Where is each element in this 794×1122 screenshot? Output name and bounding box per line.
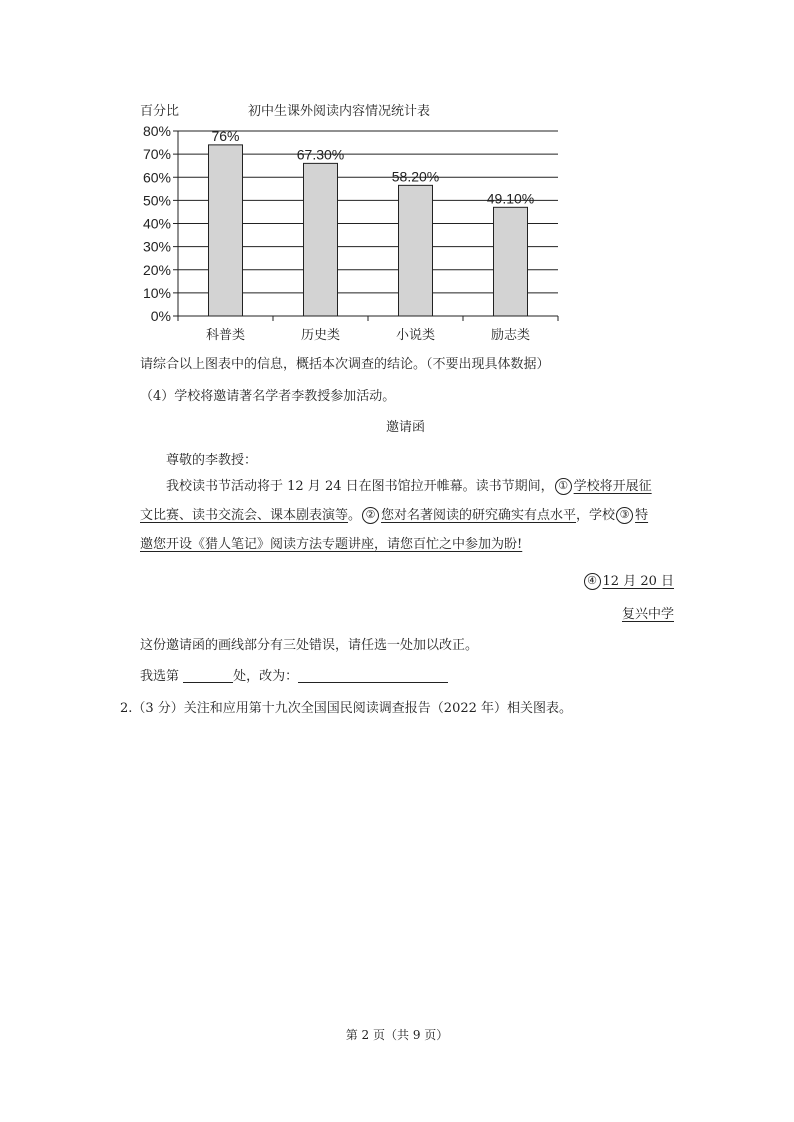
q4-answer-line — [140, 665, 448, 684]
letter-title: 邀请函 — [386, 420, 426, 435]
error-phrase-3a: 特 — [635, 508, 649, 523]
answer-label-a: 我选第 — [140, 669, 180, 684]
x-tick-label: 历史类 — [300, 328, 341, 343]
letter-line-3 — [140, 530, 680, 559]
letter-body-d: 请您百忙之中参加为盼! — [387, 537, 523, 552]
bar-data-label: 58.20% — [391, 168, 440, 185]
answer-blank-number[interactable] — [183, 668, 233, 683]
q4-instruction: 这份邀请函的画线部分有三处错误，请任选一处加以改正。 — [140, 638, 479, 653]
error-phrase-1a: 学校将开展征 — [573, 479, 652, 494]
marker-3: ③ — [616, 507, 633, 524]
letter-body-c: ，学校 — [576, 508, 616, 523]
error-phrase-2: 您对名著阅读的研究确实有点水平 — [381, 508, 577, 523]
bar — [209, 145, 243, 316]
error-phrase-4: 12 月 20 日 — [602, 574, 674, 589]
letter-body-a: 我校读书节活动将于 12 月 24 日在图书馆拉开帷幕。读书节期间， — [166, 479, 554, 494]
bar — [304, 163, 338, 316]
x-tick-label: 励志类 — [490, 328, 531, 343]
answer-blank-correction[interactable] — [298, 668, 448, 683]
letter-line-2 — [140, 501, 680, 530]
x-tick-label: 科普类 — [205, 328, 246, 343]
x-tick-label: 小说类 — [395, 328, 436, 343]
question-2: 2.（3 分）关注和应用第十九次全国国民阅读调查报告（2022 年）相关图表。 — [120, 701, 573, 716]
chart-svg — [0, 0, 794, 360]
y-tick-label: 70% — [142, 146, 171, 163]
y-tick-label: 80% — [142, 123, 171, 139]
bar — [494, 207, 528, 316]
bar — [399, 185, 433, 316]
page-footer: 第 2 页（共 9 页） — [345, 1028, 449, 1042]
letter-body-b: 。 — [348, 508, 362, 523]
letter-body — [140, 472, 680, 559]
y-tick-label: 10% — [142, 284, 171, 301]
letter-salutation: 尊敬的李教授： — [166, 453, 258, 468]
y-tick-label: 40% — [142, 215, 171, 232]
y-tick-label: 20% — [142, 261, 171, 278]
letter-date — [583, 570, 674, 590]
bar-data-label: 49.10% — [486, 190, 535, 207]
chart-title: 初中生课外阅读内容情况统计表 — [248, 104, 431, 119]
error-phrase-1b: 文比赛、读书交流会、课本剧表演等 — [140, 508, 349, 523]
answer-label-b: 处，改为： — [233, 669, 299, 684]
bar-data-label: 76% — [211, 127, 240, 144]
marker-2: ② — [362, 507, 379, 524]
error-phrase-3b: 邀您开设《猎人笔记》阅读方法专题讲座， — [140, 537, 388, 552]
letter-signature: 复兴中学 — [621, 607, 674, 622]
letter-line-1 — [140, 472, 680, 501]
q3-prompt: 请综合以上图表中的信息，概括本次调查的结论。（不要出现具体数据） — [140, 357, 550, 372]
y-tick-label: 60% — [142, 169, 171, 186]
y-tick-label: 50% — [142, 192, 171, 209]
y-tick-label: 30% — [142, 238, 171, 255]
chart-ylabel: 百分比 — [140, 104, 180, 119]
bar-data-label: 67.30% — [296, 146, 345, 163]
y-tick-label: 0% — [150, 308, 171, 324]
marker-4: ④ — [584, 573, 601, 590]
marker-1: ① — [555, 478, 572, 495]
q4-prompt: （4）学校将邀请著名学者李教授参加活动。 — [140, 389, 396, 404]
